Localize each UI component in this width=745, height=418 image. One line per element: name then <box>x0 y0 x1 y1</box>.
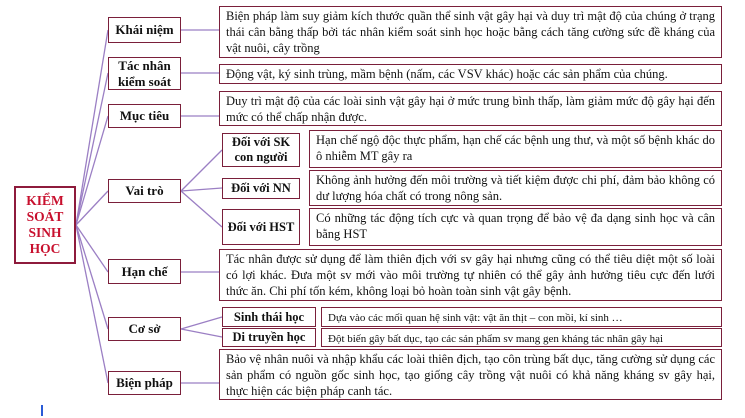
sub-nong-nghiep <box>222 178 300 199</box>
desc-bien-phap: Bảo vệ nhân nuôi và nhập khẩu các loài thiên địch, tạo côn trùng bất dục, tăng cường sử dụng các sản phẩm có nguồn gốc sinh học, tạo giống cây trồng vật nuôi có khả năng kháng sv gây hại, thực hiện các biện pháp canh tác. <box>219 349 722 400</box>
sub-di-truyen-hoc <box>222 328 316 347</box>
desc-han-che: Tác nhân được sử dụng để làm thiên địch với sv gây hại nhưng cũng có thể tiêu diệt một số loài có lợi khác. Đưa một sv mới vào môi trường tự nhiên có thể gây ảnh hưởng tiêu cực đến lưới thức ăn. Chi phí tốn kém, không loại bỏ hoàn toàn sinh vật gây bệnh. <box>219 249 722 301</box>
text-cursor <box>41 405 43 416</box>
desc-di-truyen-hoc: Đột biến gây bất dục, tạo các sản phẩm sv mang gen kháng tác nhân gây hại <box>321 328 722 347</box>
root-line-3: SINH <box>28 225 62 240</box>
category-label: Tác nhân kiểm soát <box>117 57 172 89</box>
desc-muc-tieu: Duy trì mật độ của các loài sinh vật gây hại ở mức trung bình thấp, làm giảm mức độ gây hại đến mức có thể chấp nhận được. <box>219 91 722 126</box>
root-line-1: KIỂM <box>26 192 64 208</box>
sub-label: Đối với HST <box>227 219 295 234</box>
sub-label: Đối với NN <box>231 181 291 195</box>
category-label: Khái niệm <box>115 22 174 38</box>
desc-nong-nghiep: Không ảnh hưởng đến môi trường và tiết kiệm được chi phí, đảm bảo không có dư lượng hóa chất có trong nông sản. <box>309 170 722 206</box>
desc-sinh-thai-hoc: Dựa vào các mối quan hệ sinh vật: vật ăn thịt – con mồi, kí sinh … <box>321 307 722 327</box>
sub-label: Di truyền học <box>232 330 306 344</box>
category-label: Mục tiêu <box>119 108 170 124</box>
category-tac-nhan <box>108 57 181 90</box>
category-co-so <box>108 317 181 341</box>
category-label: Biện pháp <box>116 375 173 391</box>
sub-he-sinh-thai <box>222 209 300 245</box>
sub-label: Sinh thái học <box>233 309 305 324</box>
sub-suc-khoe <box>222 133 300 167</box>
desc-khai-niem: Biện pháp làm suy giảm kích thước quần thể sinh vật gây hại và duy trì mật độ của chúng ở trạng thái cân bằng thấp bởi tác nhân kiểm soát sinh học hoặc bằng cách tăng cường sức đề kháng của vật nuôi, cây trồng <box>219 6 722 58</box>
sub-sinh-thai-hoc <box>222 307 316 327</box>
category-vai-tro <box>108 179 181 203</box>
connector-tac-nhan <box>76 73 108 225</box>
desc-he-sinh-thai: Có những tác động tích cực và quan trọng để bảo vệ đa dạng sinh học và cân bằng HST <box>309 208 722 246</box>
sub-label: Đối với SK con người <box>231 135 291 164</box>
desc-suc-khoe: Hạn chế ngộ độc thực phẩm, hạn chế các bệnh ung thư, và một số bệnh khác do ô nhiễm MT gây ra <box>309 130 722 168</box>
category-khai-niem <box>108 17 181 43</box>
root-node <box>14 186 76 264</box>
category-label: Hạn chế <box>121 263 168 279</box>
category-han-che <box>108 259 181 284</box>
category-label: Vai trò <box>125 183 164 199</box>
category-label: Cơ sở <box>128 321 161 337</box>
connector-co-so <box>76 225 108 329</box>
desc-tac-nhan: Động vật, ký sinh trùng, mầm bệnh (nấm, các VSV khác) hoặc các sản phẩm của chúng. <box>219 64 722 84</box>
category-bien-phap <box>108 371 181 395</box>
category-muc-tieu <box>108 104 181 128</box>
root-line-2: SOÁT <box>26 208 64 224</box>
root-line-4: HỌC <box>29 241 61 257</box>
